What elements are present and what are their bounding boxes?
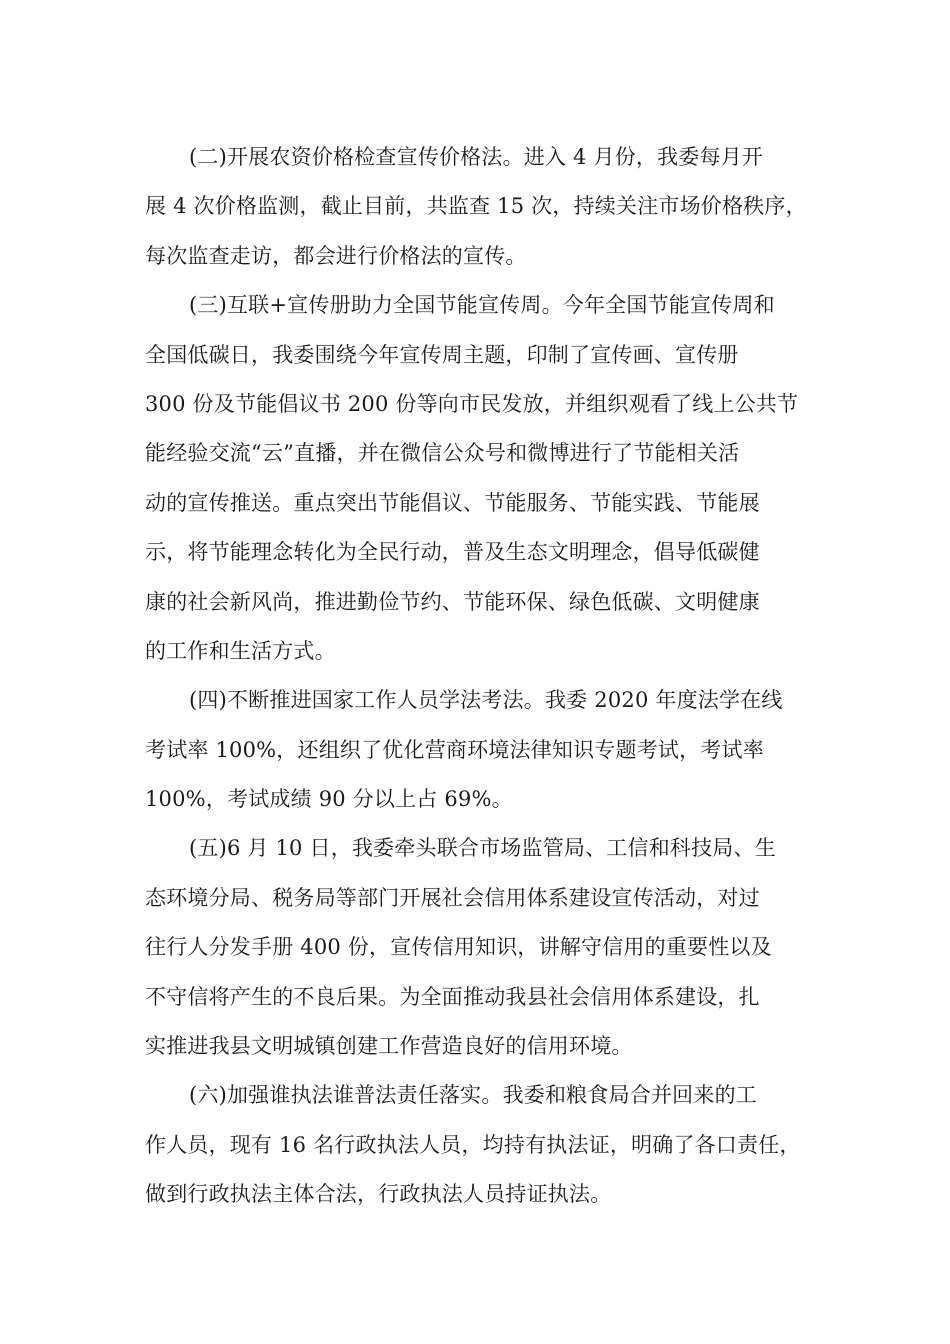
text-line: 300 份及节能倡议书 200 份等向市民发放，并组织观看了线上公共节: [145, 391, 799, 416]
text-line: 作人员，现有 16 名行政执法人员，均持有执法证，明确了各口责任，: [145, 1132, 801, 1157]
text-line: 动的宣传推送。重点突出节能倡议、节能服务、节能实践、节能展: [145, 490, 760, 515]
text-line: 做到行政执法主体合法，行政执法人员持证执法。: [145, 1182, 612, 1207]
paragraph-6: [145, 1071, 825, 1219]
text-line: 康的社会新风尚，推进勤俭节约、节能环保、绿色低碳、文明健康: [145, 589, 760, 614]
text-line: 考试率 100%，还组织了优化营商环境法律知识专题考试，考试率: [145, 737, 764, 762]
text-line: 不守信将产生的不良后果。为全面推动我县社会信用体系建设，扎: [145, 984, 760, 1009]
text-line: 每次监查走访，都会进行价格法的宣传。: [145, 243, 527, 268]
text-line: (六)加强谁执法谁普法责任落实。我委和粮食局合并回来的工: [189, 1083, 757, 1108]
text-line: 态环境分局、税务局等部门开展社会信用体系建设宣传活动，对过: [145, 885, 760, 910]
paragraph-3: [145, 281, 825, 676]
paragraph-5: [145, 824, 825, 1071]
text-line: (三)互联+宣传册助力全国节能宣传周。今年全国节能宣传周和: [189, 293, 775, 318]
paragraph-2: [145, 133, 825, 281]
text-line: (二)开展农资价格检查宣传价格法。进入 4 月份，我委每月开: [189, 145, 764, 169]
text-line: 展 4 次价格监测，截止目前，共监查 15 次，持续关注市场价格秩序，: [145, 194, 807, 219]
text-line: 实推进我县文明城镇创建工作营造良好的信用环境。: [145, 1034, 633, 1059]
text-line: 示，将节能理念转化为全民行动，普及生态文明理念，倡导低碳健: [145, 540, 760, 565]
text-line: 全国低碳日，我委围绕今年宣传周主题，印制了宣传画、宣传册: [145, 342, 739, 367]
paragraph-4: [145, 676, 825, 824]
document-body: [145, 133, 825, 1220]
text-line: (四)不断推进国家工作人员学法考法。我委 2020 年度法学在线: [189, 688, 783, 713]
text-line: (五)6 月 10 日，我委牵头联合市场监管局、工信和科技局、生: [189, 836, 776, 861]
text-line: 能经验交流“云”直播，并在微信公众号和微博进行了节能相关活: [145, 441, 740, 466]
text-line: 的工作和生活方式。: [145, 638, 336, 663]
text-line: 100%，考试成绩 90 分以上占 69%。: [145, 787, 513, 812]
text-line: 往行人分发手册 400 份，宣传信用知识，讲解守信用的重要性以及: [145, 935, 772, 960]
